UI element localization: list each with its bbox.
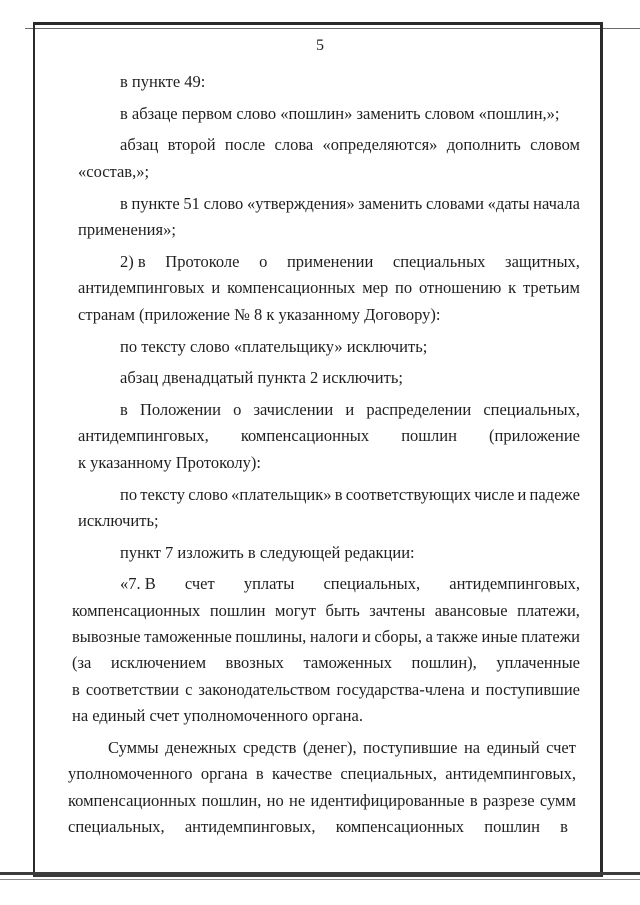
word: уплаченные bbox=[496, 653, 580, 672]
text-line bbox=[120, 574, 580, 594]
word: по bbox=[395, 278, 413, 297]
word: уплаты bbox=[243, 574, 295, 593]
word: законодательством bbox=[198, 680, 331, 699]
word: 2) в bbox=[120, 252, 146, 271]
word: государства-члена bbox=[336, 680, 465, 699]
word: поступившие bbox=[485, 680, 580, 699]
word: специальных, bbox=[483, 400, 580, 419]
word: третьим bbox=[523, 278, 580, 297]
word: специальных, bbox=[323, 574, 421, 593]
word: разрезе bbox=[482, 791, 535, 810]
word: ввозных bbox=[225, 653, 284, 672]
word: единый bbox=[486, 738, 540, 757]
text-line: странам (приложение № 8 к указанному Договору): bbox=[78, 305, 441, 324]
word: соответствии bbox=[85, 680, 180, 699]
text-line: пункт 7 изложить в следующей редакции: bbox=[120, 543, 415, 562]
word: пошлины, bbox=[235, 627, 307, 646]
word: быть bbox=[325, 601, 360, 620]
word: словами bbox=[425, 194, 484, 213]
word: идентифицированные bbox=[310, 791, 465, 810]
word: денежных bbox=[165, 738, 237, 757]
word: антидемпинговых, bbox=[78, 426, 209, 445]
word: (денег), bbox=[302, 738, 357, 757]
word: платежи, bbox=[517, 601, 580, 620]
word: исключением bbox=[110, 653, 207, 672]
word: распределении bbox=[366, 400, 472, 419]
word: начала bbox=[533, 194, 580, 213]
word: в bbox=[120, 400, 128, 419]
word: «даты bbox=[487, 194, 530, 213]
word: компенсационных bbox=[72, 601, 201, 620]
word: счет bbox=[184, 574, 215, 593]
word: поступившие bbox=[363, 738, 458, 757]
word: о bbox=[259, 252, 268, 271]
text-line: абзац двенадцатый пункта 2 исключить; bbox=[120, 368, 403, 387]
word: тексту bbox=[140, 485, 186, 504]
word: и bbox=[361, 627, 371, 646]
word: пошлин bbox=[401, 426, 457, 445]
word: качестве bbox=[272, 764, 333, 783]
word: защитных, bbox=[505, 252, 580, 271]
text-line bbox=[120, 194, 580, 214]
word: а bbox=[425, 627, 433, 646]
word: отношению bbox=[418, 278, 502, 297]
word: органа bbox=[200, 764, 248, 783]
word: компенсационных bbox=[227, 278, 356, 297]
text-line: в абзаце первом слово «пошлин» заменить словом «пошлин,»; bbox=[120, 104, 560, 123]
text-line bbox=[120, 252, 580, 272]
word: словом bbox=[530, 135, 580, 154]
word: слово bbox=[203, 194, 244, 213]
word: но bbox=[266, 791, 284, 810]
word: таможенные bbox=[144, 627, 232, 646]
word: пошлин bbox=[484, 817, 540, 836]
scan-edge-bottom bbox=[0, 872, 640, 875]
word: счет bbox=[546, 738, 576, 757]
word: антидемпинговых, bbox=[445, 764, 576, 783]
page-number: 5 bbox=[316, 37, 324, 54]
word: не bbox=[289, 791, 306, 810]
word: антидемпинговых, bbox=[184, 817, 316, 836]
word: в bbox=[120, 194, 128, 213]
word: к bbox=[508, 278, 517, 297]
word: пункте bbox=[131, 194, 180, 213]
word: на bbox=[463, 738, 481, 757]
word: «определяются» bbox=[322, 135, 438, 154]
word: пошлин), bbox=[411, 653, 477, 672]
word: антидемпинговых, bbox=[449, 574, 580, 593]
word: после bbox=[224, 135, 266, 154]
text-line bbox=[68, 791, 576, 811]
word: Протоколе bbox=[165, 252, 240, 271]
word: слово bbox=[188, 485, 228, 504]
text-line bbox=[108, 738, 576, 758]
word: мер bbox=[362, 278, 389, 297]
word: слова bbox=[274, 135, 314, 154]
word: зачислении bbox=[253, 400, 334, 419]
word: Суммы bbox=[108, 738, 159, 757]
word: авансовые bbox=[434, 601, 508, 620]
word: специальных, bbox=[340, 764, 437, 783]
word: платежи bbox=[521, 627, 580, 646]
word: таможенных bbox=[303, 653, 392, 672]
scan-edge-bottom-thin bbox=[0, 879, 640, 880]
word: по bbox=[120, 485, 138, 504]
word: Положении bbox=[139, 400, 221, 419]
text-line: «состав,»; bbox=[78, 162, 150, 181]
word: второй bbox=[167, 135, 216, 154]
word: абзац bbox=[120, 135, 159, 154]
text-line bbox=[78, 278, 580, 298]
word: «утверждения» bbox=[246, 194, 355, 213]
word: 51 bbox=[183, 194, 200, 213]
word: «7. В bbox=[120, 574, 156, 593]
text-line bbox=[72, 601, 580, 621]
word: вывозные bbox=[72, 627, 141, 646]
text-line: на единый счет уполномоченного органа. bbox=[72, 706, 363, 725]
word: применении bbox=[286, 252, 374, 271]
text-line bbox=[120, 485, 580, 505]
word: могут bbox=[275, 601, 316, 620]
word: средств bbox=[243, 738, 297, 757]
word: сборы, bbox=[374, 627, 423, 646]
word: компенсационных bbox=[240, 426, 370, 445]
word: о bbox=[233, 400, 242, 419]
text-line bbox=[120, 400, 580, 420]
text-line bbox=[72, 680, 580, 700]
word: и bbox=[470, 680, 480, 699]
text-line: к указанному Протоколу): bbox=[78, 453, 261, 472]
text-line bbox=[72, 627, 580, 647]
text-line bbox=[120, 135, 580, 155]
word: дополнить bbox=[446, 135, 521, 154]
text-line bbox=[78, 426, 580, 446]
word: (за bbox=[72, 653, 92, 672]
word: и bbox=[517, 485, 527, 504]
word: с bbox=[185, 680, 193, 699]
word: уполномоченного bbox=[68, 764, 193, 783]
word: «плательщик» bbox=[231, 485, 332, 504]
word: в bbox=[334, 485, 343, 504]
text-line bbox=[68, 817, 568, 837]
word: сумм bbox=[539, 791, 576, 810]
word: в bbox=[255, 764, 264, 783]
word: специальных, bbox=[68, 817, 165, 836]
text-line: исключить; bbox=[78, 511, 159, 530]
word: иные bbox=[481, 627, 518, 646]
word: пошлин bbox=[209, 601, 266, 620]
word: соответствующих bbox=[345, 485, 472, 504]
word: компенсационных bbox=[68, 791, 197, 810]
word: в bbox=[72, 680, 80, 699]
word: компенсационных bbox=[335, 817, 465, 836]
text-line bbox=[68, 764, 576, 784]
word: в bbox=[560, 817, 568, 836]
word: заменить bbox=[358, 194, 423, 213]
word: пошлин, bbox=[201, 791, 262, 810]
text-line bbox=[72, 653, 580, 673]
word: падеже bbox=[529, 485, 580, 504]
word: в bbox=[469, 791, 478, 810]
word: налоги bbox=[309, 627, 359, 646]
text-line: по тексту слово «плательщику» исключить; bbox=[120, 337, 428, 356]
word: специальных bbox=[392, 252, 486, 271]
word: и bbox=[211, 278, 221, 297]
word: и bbox=[345, 400, 355, 419]
word: также bbox=[436, 627, 478, 646]
text-line: применения»; bbox=[78, 220, 176, 239]
word: (приложение bbox=[489, 426, 580, 445]
text-line: в пункте 49: bbox=[120, 72, 206, 91]
word: антидемпинговых bbox=[78, 278, 205, 297]
word: зачтены bbox=[369, 601, 426, 620]
word: числе bbox=[474, 485, 515, 504]
